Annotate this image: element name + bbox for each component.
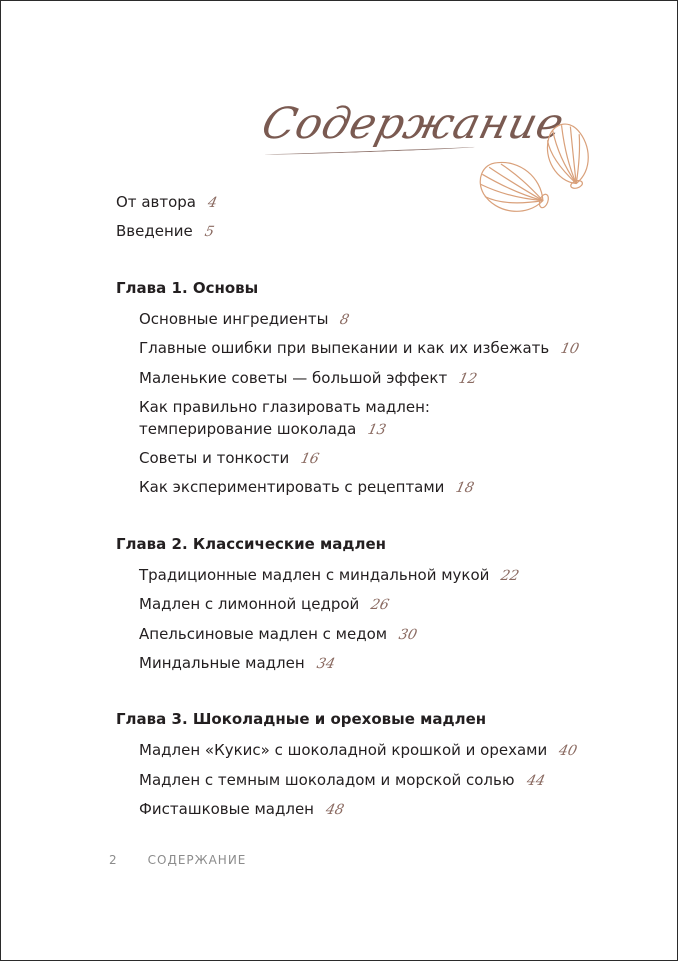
toc-page-number: 16 — [299, 451, 321, 467]
toc-entry[interactable] — [139, 337, 579, 360]
toc-entry[interactable] — [139, 798, 344, 821]
toc-entry-label: Главные ошибки при выпекании и как их избежать — [139, 339, 550, 357]
toc-page-number: 10 — [559, 341, 581, 357]
toc-entry-label: От автора — [116, 193, 196, 211]
toc-entry[interactable] — [139, 367, 477, 390]
toc-entry-label: Мадлен «Кукис» с шоколадной крошкой и орехами — [139, 741, 548, 759]
toc-entry-introduction[interactable] — [116, 220, 214, 243]
toc-entry[interactable] — [139, 564, 519, 587]
footer-page-number: 2 — [109, 853, 118, 867]
toc-entry[interactable] — [139, 769, 547, 792]
toc-page-number: 22 — [499, 568, 521, 584]
footer-section-title: СОДЕРЖАНИЕ — [147, 853, 247, 867]
toc-entry[interactable] — [139, 593, 389, 616]
madeleine-shell-icon — [540, 119, 598, 193]
toc-page-number: 18 — [454, 480, 476, 496]
toc-entry[interactable] — [139, 396, 559, 441]
toc-entry-label: Мадлен с лимонной цедрой — [139, 595, 360, 613]
toc-page-number: 5 — [203, 224, 216, 240]
toc-entry-label: Миндальные мадлен — [139, 654, 305, 672]
toc-page-number: 34 — [314, 656, 337, 672]
chapter-heading[interactable]: Глава 3. Шоколадные и ореховые мадлен — [116, 710, 487, 728]
toc-page-number: 26 — [369, 597, 391, 613]
madeleine-illustration — [471, 109, 611, 229]
page-footer — [109, 853, 246, 867]
toc-page-number: 48 — [324, 802, 346, 818]
toc-entry-label: Фисташковые мадлен — [139, 800, 314, 818]
toc-entry-label: Как правильно глазировать мадлен: темперирование шоколада — [139, 398, 430, 438]
chapter-heading[interactable]: Глава 2. Классические мадлен — [116, 535, 386, 553]
toc-entry-author[interactable] — [116, 191, 217, 214]
toc-entry-label: Как экспериментировать с рецептами — [139, 478, 445, 496]
toc-entry[interactable] — [139, 447, 319, 470]
toc-entry-label: Основные ингредиенты — [139, 310, 329, 328]
toc-entry-label: Апельсиновые мадлен с медом — [139, 625, 388, 643]
toc-entry-label: Советы и тонкости — [139, 449, 290, 467]
toc-page-number: 40 — [557, 743, 579, 759]
toc-page-number: 44 — [524, 773, 547, 789]
madeleine-shell-icon — [473, 155, 556, 223]
toc-entry[interactable] — [139, 652, 337, 675]
chapter-heading[interactable]: Глава 1. Основы — [116, 279, 259, 297]
toc-entry[interactable] — [139, 623, 417, 646]
toc-page-number: 30 — [397, 627, 419, 643]
toc-page-number: 12 — [457, 371, 479, 387]
toc-entry-label: Маленькие советы — большой эффект — [139, 369, 448, 387]
toc-entry[interactable] — [139, 739, 577, 762]
toc-entry[interactable] — [139, 308, 352, 331]
toc-entry-label: Введение — [116, 222, 193, 240]
toc-page-number: 4 — [206, 195, 219, 211]
toc-entry-label: Традиционные мадлен с миндальной мукой — [139, 566, 490, 584]
page-title: Содержание — [256, 99, 570, 149]
toc-entry-label: Мадлен с темным шоколадом и морской солью — [139, 771, 515, 789]
toc-entry[interactable] — [139, 476, 474, 499]
toc-page-number: 8 — [338, 312, 352, 328]
toc-page-number: 13 — [366, 422, 388, 438]
